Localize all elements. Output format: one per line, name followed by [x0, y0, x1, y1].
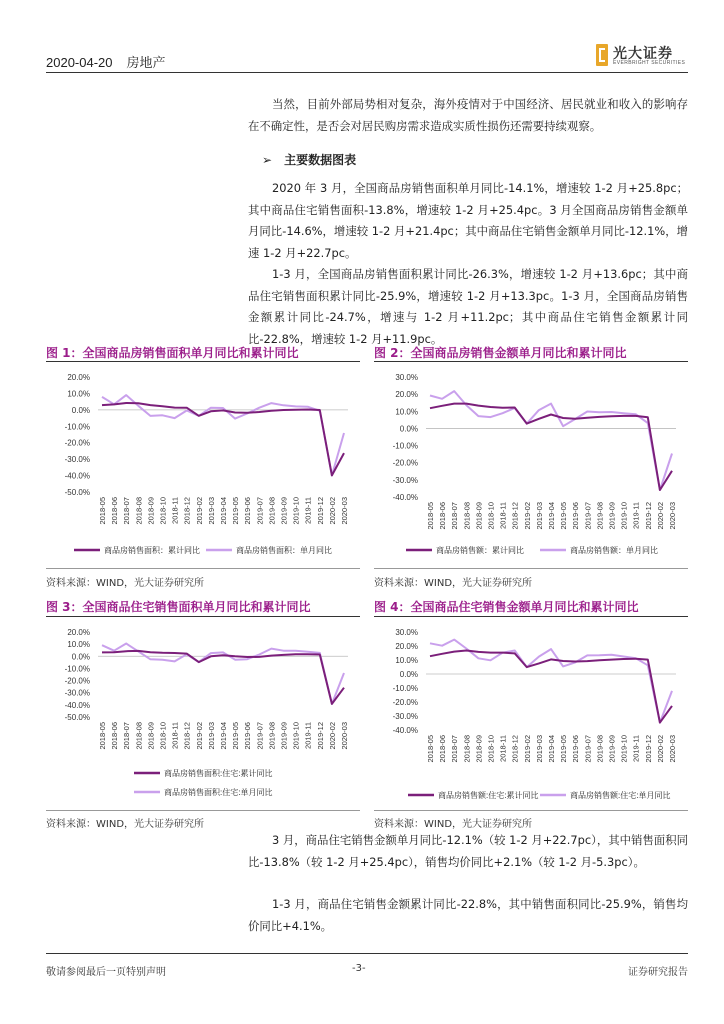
y-tick-label: 20.0%: [67, 628, 90, 637]
y-tick-label: -20.0%: [392, 698, 418, 707]
x-tick-label: 2018-10: [486, 502, 496, 530]
x-tick-label: 2019-10: [291, 497, 301, 525]
x-tick-label: 2019-04: [219, 722, 228, 750]
figure-4-title: 图 4：全国商品住宅销售金额单月同比和累计同比: [374, 600, 639, 614]
x-tick-label: 2019-12: [643, 735, 653, 763]
x-tick-label: 2019-07: [583, 735, 593, 763]
x-tick-label: 2019-08: [267, 722, 277, 750]
x-tick-label: 2019-05: [559, 735, 569, 763]
x-tick-label: 2018-06: [438, 502, 448, 530]
x-tick-label: 2019-06: [571, 735, 581, 763]
header-divider: [46, 72, 688, 73]
x-tick-label: 2018-09: [474, 735, 484, 763]
y-tick-label: -40.0%: [392, 726, 418, 735]
y-tick-label: 10.0%: [67, 389, 90, 399]
x-tick-label: 2018-05: [98, 722, 107, 750]
company-logo: [596, 40, 688, 70]
x-tick-label: 2020-02: [655, 502, 665, 530]
legend-label: 商品房销售额：累计同比: [436, 546, 524, 555]
legend-label: 商品房销售额：单月同比: [570, 546, 658, 555]
figure-2-top-rule: [374, 361, 688, 362]
x-tick-label: 2018-09: [146, 497, 156, 525]
series-line-cumulative: [430, 404, 672, 490]
figure-3-chart: [46, 618, 360, 810]
x-tick-label: 2018-12: [510, 502, 520, 530]
x-tick-label: 2018-10: [158, 722, 168, 750]
y-tick-label: -10.0%: [64, 664, 90, 674]
series-line-monthly: [430, 640, 672, 723]
legend-label: 商品房销售面积:住宅:单月同比: [164, 788, 273, 797]
x-tick-label: 2018-07: [122, 497, 132, 525]
x-tick-label: 2019-09: [607, 502, 617, 530]
y-tick-label: -20.0%: [64, 676, 90, 686]
figure-2-chart: [374, 363, 688, 568]
x-tick-label: 2018-07: [450, 502, 460, 530]
figure-3-bottom-rule: [46, 810, 360, 811]
x-tick-label: 2018-11: [170, 497, 180, 524]
footer-disclaimer: 敬请参阅最后一页特别声明: [46, 967, 166, 978]
report-category: 房地产: [126, 56, 166, 71]
date-text: 2020-04-20: [46, 55, 113, 70]
y-tick-label: 10.0%: [395, 656, 418, 665]
x-tick-label: 2018-05: [98, 497, 107, 525]
series-line-monthly: [102, 395, 344, 475]
figure-1-title: 图 1：全国商品房销售面积单月同比和累计同比: [46, 346, 299, 360]
y-tick-label: -40.0%: [64, 700, 90, 710]
figure-4-chart: [374, 618, 688, 810]
x-tick-label: 2019-06: [243, 497, 253, 525]
x-tick-label: 2020-02: [655, 735, 665, 763]
figure-1-source: 资料来源：WIND，光大证券研究所: [46, 578, 205, 589]
x-tick-label: 2019-11: [631, 735, 641, 762]
y-tick-label: -10.0%: [64, 422, 90, 432]
logo-english: EVERBRIGHT SECURITIES: [613, 60, 686, 66]
x-tick-label: 2019-09: [279, 722, 289, 750]
x-tick-label: 2018-12: [182, 497, 192, 525]
x-tick-label: 2019-10: [619, 735, 629, 763]
x-tick-label: 2018-08: [134, 722, 144, 750]
x-tick-label: 2018-10: [158, 497, 168, 525]
x-tick-label: 2019-12: [643, 502, 653, 530]
y-tick-label: 20.0%: [395, 642, 418, 651]
x-tick-label: 2019-10: [619, 502, 629, 530]
x-tick-label: 2019-09: [279, 497, 289, 525]
x-tick-label: 2020-02: [327, 497, 337, 525]
x-tick-label: 2019-08: [267, 497, 277, 525]
y-tick-label: 30.0%: [395, 628, 418, 637]
legend-label: 商品房销售额:住宅:累计同比: [438, 791, 539, 800]
x-tick-label: 2019-04: [219, 497, 228, 525]
x-tick-label: 2018-06: [438, 735, 448, 763]
x-tick-label: 2019-02: [522, 735, 532, 763]
y-tick-label: 10.0%: [67, 640, 90, 650]
y-tick-label: -10.0%: [392, 684, 418, 693]
x-tick-label: 2020-02: [327, 722, 337, 750]
x-tick-label: 2019-08: [595, 735, 605, 763]
x-tick-label: 2019-06: [243, 722, 253, 750]
x-tick-label: 2019-03: [534, 735, 544, 763]
series-line-cumulative: [102, 651, 344, 704]
x-tick-label: 2019-12: [315, 722, 325, 750]
series-line-cumulative: [102, 403, 344, 475]
legend-label: 商品房销售面积：累计同比: [104, 546, 200, 555]
x-tick-label: 2018-06: [110, 497, 120, 525]
y-tick-label: -10.0%: [392, 441, 418, 451]
y-tick-label: -40.0%: [64, 471, 90, 481]
figure-3-top-rule: [46, 616, 360, 617]
x-tick-label: 2018-12: [510, 735, 520, 763]
page-number: -3-: [352, 963, 366, 974]
y-tick-label: -30.0%: [64, 688, 90, 698]
legend-label: 商品房销售额:住宅:单月同比: [570, 791, 671, 800]
x-tick-label: 2020-03: [668, 735, 677, 763]
x-tick-label: 2019-02: [194, 722, 204, 750]
x-tick-label: 2019-07: [255, 497, 265, 525]
x-tick-label: 2019-09: [607, 735, 617, 763]
logo-mark-icon: [596, 44, 608, 66]
figure-4-top-rule: [374, 616, 688, 617]
x-tick-label: 2019-05: [231, 722, 241, 750]
figure-3-source: 资料来源：WIND，光大证券研究所: [46, 819, 205, 830]
x-tick-label: 2018-11: [498, 502, 508, 529]
y-tick-label: 20.0%: [395, 390, 418, 400]
y-tick-label: 0.0%: [71, 652, 90, 662]
x-tick-label: 2018-09: [146, 722, 156, 750]
x-tick-label: 2018-10: [486, 735, 496, 763]
figure-1-top-rule: [46, 361, 360, 362]
x-tick-label: 2020-03: [340, 722, 349, 750]
figure-2-source: 资料来源：WIND，光大证券研究所: [374, 578, 533, 589]
x-tick-label: 2018-11: [498, 735, 508, 762]
x-tick-label: 2019-02: [194, 497, 204, 525]
x-tick-label: 2018-05: [426, 735, 435, 763]
paragraph-3: 1-3 月，全国商品房销售面积累计同比-26.3%，增速较 1-2 月+13.6pc；其中商品住宅销售面积累计同比-25.9%，增速较 1-2 月+13.3pc。1-3 月，全国商品房销售金额累计同比-24.7%，增速与 1-2 月+11.2pc；其中商品住宅销售金额累计同比-22.8%，增速较 1-2 月+11.9pc。: [248, 267, 688, 346]
x-tick-label: 2019-05: [559, 502, 569, 530]
paragraph-1: 当然，目前外部局势相对复杂，海外疫情对于中国经济、居民就业和收入的影响存在不确定性，是否会对居民购房需求造成实质性损伤还需要持续观察。: [248, 97, 688, 133]
x-tick-label: 2018-12: [182, 722, 192, 750]
logo-name: 光大证券: [613, 46, 673, 62]
y-tick-label: -50.0%: [64, 488, 90, 497]
figure-2-bottom-rule: [374, 568, 688, 569]
paragraph-5: 1-3 月，商品住宅销售金额累计同比-22.8%，其中销售面积同比-25.9%，销售均价同比+4.1%。: [248, 897, 688, 933]
series-line-cumulative: [430, 651, 672, 723]
x-tick-label: 2018-08: [134, 497, 144, 525]
x-tick-label: 2018-09: [474, 502, 484, 530]
x-tick-label: 2019-03: [206, 497, 216, 525]
figure-2-title: 图 2：全国商品房销售金额单月同比和累计同比: [374, 346, 627, 360]
x-tick-label: 2019-03: [534, 502, 544, 530]
figure-1-chart: [46, 363, 360, 568]
y-tick-label: -30.0%: [392, 475, 418, 485]
x-tick-label: 2018-11: [170, 722, 180, 749]
series-line-monthly: [430, 391, 672, 490]
y-tick-label: 10.0%: [395, 407, 418, 417]
legend-label: 商品房销售面积:住宅:累计同比: [164, 769, 273, 778]
x-tick-label: 2018-05: [426, 502, 435, 530]
y-tick-label: 0.0%: [399, 424, 418, 434]
arrow-icon: ➢: [262, 153, 273, 167]
section-title: 主要数据图表: [284, 153, 357, 167]
report-date: [46, 52, 166, 71]
x-tick-label: 2019-08: [595, 502, 605, 530]
footer-divider: [46, 953, 688, 954]
figure-4-source: 资料来源：WIND，光大证券研究所: [374, 819, 533, 830]
x-tick-label: 2018-06: [110, 722, 120, 750]
paragraph-2: 2020 年 3 月，全国商品房销售面积单月同比-14.1%，增速较 1-2 月+25.8pc；其中商品住宅销售面积-13.8%，增速较 1-2 月+25.4pc。3 月全国商品房销售金额单月同比-14.6%，增速较 1-2 月+21.4pc；其中商品住宅销售金额单月同比-12.1%，增速 1-2 月+22.7pc。: [248, 181, 688, 260]
paragraph-4: 3 月，商品住宅销售金额单月同比-12.1%（较 1-2 月+22.7pc），其中销售面积同比-13.8%（较 1-2 月+25.4pc），销售均价同比+2.1%（较 1-2 月-5.3pc）。: [248, 833, 688, 869]
x-tick-label: 2020-03: [668, 502, 677, 530]
y-tick-label: -40.0%: [392, 493, 418, 502]
footer-report-type: 证券研究报告: [628, 967, 688, 978]
y-tick-label: -50.0%: [64, 713, 90, 722]
x-tick-label: 2019-10: [291, 722, 301, 750]
y-tick-label: -20.0%: [64, 438, 90, 448]
x-tick-label: 2019-04: [547, 735, 556, 763]
x-tick-label: 2019-11: [631, 502, 641, 529]
y-tick-label: 20.0%: [67, 373, 90, 382]
x-tick-label: 2019-11: [303, 722, 313, 749]
figure-3-title: 图 3：全国商品住宅销售面积单月同比和累计同比: [46, 600, 311, 614]
x-tick-label: 2020-03: [340, 497, 349, 525]
y-tick-label: -30.0%: [392, 712, 418, 721]
legend-label: 商品房销售面积：单月同比: [236, 546, 332, 555]
x-tick-label: 2018-08: [462, 735, 472, 763]
x-tick-label: 2019-05: [231, 497, 241, 525]
series-line-monthly: [102, 644, 344, 704]
x-tick-label: 2019-02: [522, 502, 532, 530]
figure-1-bottom-rule: [46, 568, 360, 569]
x-tick-label: 2019-04: [547, 502, 556, 530]
x-tick-label: 2019-07: [583, 502, 593, 530]
x-tick-label: 2018-08: [462, 502, 472, 530]
x-tick-label: 2018-07: [122, 722, 132, 750]
y-tick-label: 30.0%: [395, 373, 418, 382]
x-tick-label: 2019-11: [303, 497, 313, 524]
x-tick-label: 2018-07: [450, 735, 460, 763]
section-heading: [262, 151, 356, 168]
x-tick-label: 2019-07: [255, 722, 265, 750]
y-tick-label: -20.0%: [392, 458, 418, 468]
x-tick-label: 2019-06: [571, 502, 581, 530]
y-tick-label: 0.0%: [399, 670, 418, 679]
figure-4-bottom-rule: [374, 810, 688, 811]
x-tick-label: 2019-12: [315, 497, 325, 525]
y-tick-label: -30.0%: [64, 455, 90, 465]
x-tick-label: 2019-03: [206, 722, 216, 750]
y-tick-label: 0.0%: [71, 405, 90, 415]
